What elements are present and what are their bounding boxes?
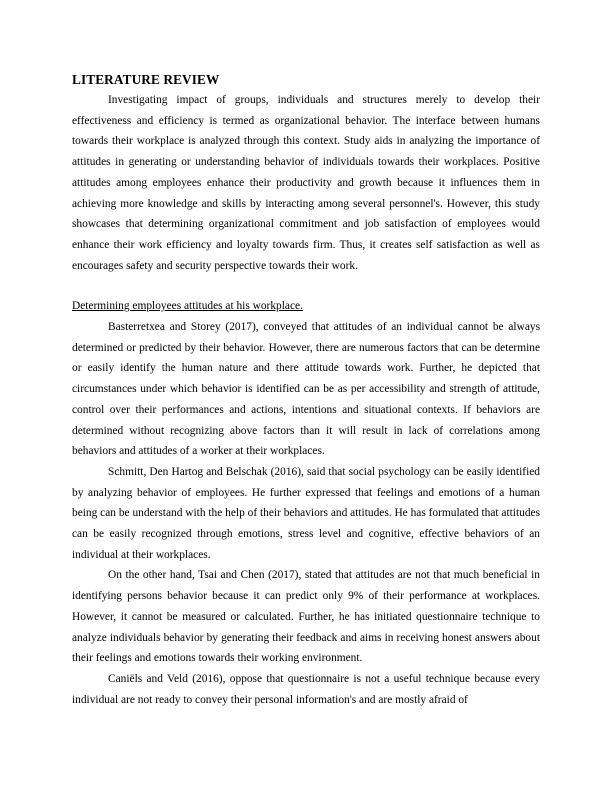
body-paragraph: On the other hand, Tsai and Chen (2017), stated that attitudes are not that much beneficial in identifying persons behavior because it can predict only 9% of their performance at workplaces. However, it cannot be measured or calculated. Further, he has initiated questionnaire technique to analyze individuals behavior by generating their feedback and aims in receiving honest answers about their feelings and emotions towards their working environment. [72, 569, 540, 665]
body-paragraph: Caniëls and Veld (2016), oppose that questionnaire is not a useful technique because every individual are not ready to convey their personal information's and are mostly afraid of [72, 672, 540, 706]
section-heading: LITERATURE REVIEW [72, 72, 220, 87]
document-body [72, 71, 540, 710]
body-paragraph: Schmitt, Den Hartog and Belschak (2016), said that social psychology can be easily identified by analyzing behavior of employees. He further expressed that feelings and emotions of a human being can be understand with the help of their behaviors and attitudes. He has formulated that attitudes can be easily recognized through emotions, stress level and cognitive, effective behaviors of an individual at their workplaces. [72, 465, 540, 561]
sub-heading: Determining employees attitudes at his workplace. [72, 300, 303, 313]
paragraph-spacer [72, 276, 540, 296]
intro-paragraph: Investigating impact of groups, individuals and structures merely to develop their effectiveness and efficiency is termed as organizational behavior. The interface between humans towards their workplace is analyzed through this context. Study aids in analyzing the importance of attitudes in generating or understanding behavior of individuals towards their workplaces. Positive attitudes among employees enhance their productivity and growth because it influences them in achieving more knowledge and skills by interacting among several personnel's. However, this study showcases that determining organizational commitment and job satisfaction of employees would enhance their work efficiency and loyalty towards firm. Thus, it creates self satisfaction as well as encourages safety and security perspective towards their work. [72, 94, 540, 272]
body-paragraph: Basterretxea and Storey (2017), conveyed that attitudes of an individual cannot be always determined or predicted by their behavior. However, there are numerous factors that can be determine or easily identify the human nature and there attitude towards work. Further, he depicted that circumstances under which behavior is identified can be as per accessibility and strength of attitude, control over their performances and actions, intentions and situational contexts. If behaviors are determined without recognizing above factors than it will result in lack of correlations among behaviors and attitudes of a worker at their workplaces. [72, 321, 540, 458]
